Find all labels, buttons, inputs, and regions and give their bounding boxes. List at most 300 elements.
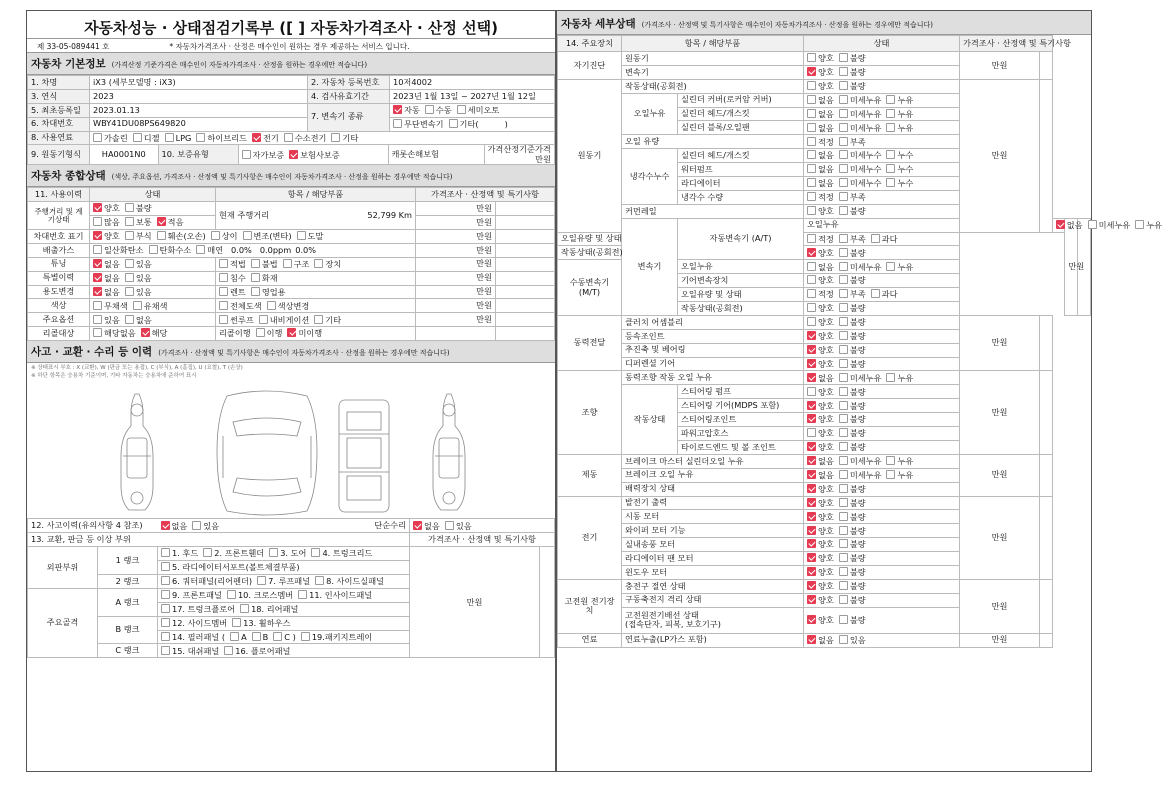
checkbox[interactable] — [273, 632, 282, 641]
status-label: 양호 — [818, 594, 834, 605]
status-label: 적정 — [818, 192, 834, 203]
checkbox[interactable] — [871, 234, 880, 243]
checkbox[interactable] — [839, 567, 848, 576]
checkbox[interactable] — [839, 192, 848, 201]
checkbox[interactable] — [219, 259, 228, 268]
status-cell — [804, 302, 960, 316]
status-label: 양호 — [818, 553, 834, 564]
status-cell — [804, 385, 960, 399]
checkbox-checked[interactable] — [393, 105, 402, 114]
status-label: 불량 — [849, 275, 866, 286]
detail-item: 실린더 커버(로커암 커버) — [678, 93, 804, 107]
checkbox[interactable] — [93, 301, 102, 310]
device-group-label: 조향 — [558, 371, 622, 454]
checkbox[interactable] — [298, 590, 307, 599]
checkbox[interactable] — [807, 164, 816, 173]
status-label: 양호 — [818, 53, 834, 64]
checkbox[interactable] — [839, 526, 848, 535]
checkbox[interactable] — [886, 150, 895, 159]
checkbox[interactable] — [839, 498, 848, 507]
status-cell — [804, 107, 960, 121]
checkbox[interactable] — [161, 618, 170, 627]
checkbox[interactable] — [839, 81, 848, 90]
status-label: 미세누유 — [849, 456, 882, 467]
status-cell — [804, 633, 960, 647]
checkbox-checked[interactable] — [807, 442, 816, 451]
status-label: 불량 — [849, 525, 866, 536]
checkbox[interactable] — [839, 289, 848, 298]
status-label: 양호 — [818, 386, 834, 397]
detail-row — [558, 371, 1091, 385]
checkbox[interactable] — [227, 590, 236, 599]
detail-item: 등속조인트 — [622, 329, 804, 343]
status-cell — [804, 579, 960, 593]
checkbox[interactable] — [839, 414, 848, 423]
status-cell — [804, 163, 960, 177]
checkbox-checked[interactable] — [807, 373, 816, 382]
remarks-cell — [1040, 496, 1053, 579]
device-group-label: 동력전달 — [558, 315, 622, 371]
checkbox[interactable] — [886, 456, 895, 465]
status-label: 양호 — [818, 317, 834, 328]
detail-item: 스티어링 펌프 — [678, 385, 804, 399]
price-cell: 만원 — [960, 496, 1040, 579]
price-cell: 만원 — [960, 371, 1040, 454]
checkbox-checked[interactable] — [807, 470, 816, 479]
checkbox-checked[interactable] — [807, 615, 816, 624]
checkbox[interactable] — [251, 273, 260, 282]
checkbox[interactable] — [240, 604, 249, 613]
checkbox[interactable] — [839, 123, 848, 132]
checkbox-checked[interactable] — [289, 150, 298, 159]
checkbox[interactable] — [807, 262, 816, 271]
checkbox[interactable] — [871, 289, 880, 298]
status-label: 과다 — [881, 233, 898, 244]
checkbox[interactable] — [839, 401, 848, 410]
checkbox[interactable] — [886, 178, 895, 187]
checkbox[interactable] — [807, 123, 816, 132]
checkbox-checked[interactable] — [93, 231, 102, 240]
status-cell — [804, 52, 960, 66]
checkbox[interactable] — [125, 217, 134, 226]
checkbox[interactable] — [807, 137, 816, 146]
checkbox[interactable] — [839, 539, 848, 548]
status-label: 불량 — [849, 567, 866, 578]
status-label: 양호 — [818, 497, 834, 508]
checkbox[interactable] — [839, 442, 848, 451]
outer-panel-label: 외판부위 — [28, 547, 98, 589]
price-cell: 만원 — [960, 454, 1040, 496]
checkbox[interactable] — [839, 428, 848, 437]
checkbox[interactable] — [425, 105, 434, 114]
checkbox[interactable] — [839, 359, 848, 368]
checkbox-checked[interactable] — [157, 217, 166, 226]
checkbox-checked[interactable] — [252, 133, 261, 142]
checkbox-checked[interactable] — [93, 287, 102, 296]
status-cell — [804, 357, 960, 371]
checkbox[interactable] — [886, 109, 895, 118]
status-cell — [804, 468, 960, 482]
checkbox[interactable] — [886, 123, 895, 132]
status-cell — [804, 538, 960, 552]
checkbox[interactable] — [161, 590, 170, 599]
checkbox[interactable] — [161, 632, 170, 641]
checkbox[interactable] — [807, 150, 816, 159]
detail-table: 14. 주요장치 항목 / 해당부품 상태 가격조사 · 산정액 및 특기사항 자기진단 원동기 양호 불량 만원 변속기 양호 불량 원동기 작동상태(공회전) 양호 불량 만원 오일누유 실린더 커버(로커암 커버) 없음 미세누유 누유 실린더 헤드/개스킷 없음 미세누유 누유 실린더 블록/오일팬 없음 미세누유 누유 오일 유량 적정 부족 냉각수누수 실린더 헤드/개스킷 없음 미세누수 누수 워터펌프 없음 미세누수 누수 라디에이터 없음 미세누수 누수 냉각수 수량 적정 부족 커먼레일 양호 불량 변속기 자동변속기 (A/T) 오일누유 없음 미세누유 누유 만원 오일유량 및 상태 적정 부족 과다 작동상태(공회전) 양호 불량 수동변속기 (M/T) 오일누유 없음 미세누유 누유 기어변속장치 양호 불량 오일유량 및 상태 적정 부족 과다 작동상태(공회전) 양호 불량 동력전달 클러치 어셈블리 양호 불량 만원 등속조인트 양호 불량 추진축 및 베어링 양호 불량 디퍼렌셜 기어 양호 불량 조향 동력조향 작동 오일 누유 없음 미세누유 누유 만원 작동상태 스티어링 펌프 양호 불량 스티어링 기어(MDPS 포함) 양호 불량 스티어링조인트 양호 불량 파워고압호스 양호 불량 타이로드엔드 및 볼 조인트 양호 불량 제동 브레이크 마스터 실린더오일 누유 없음 미세누유 누유 만원 브레이크 오일 누유 없음 미세누유 누유 배력장치 상태 양호 불량 전기 발전기 출력 양호 불량 만원 시동 모터 양호 불량 와이퍼 모터 기능 양호 불량 실내송풍 모터 양호 불량 라디에이터 팬 모터 양호 불량 윈도우 모터 양호 불량 고전원 전기장치 충전구 절연 상태 양호 불량 만원 구동축전지 격리 상태 양호 불량 고전원전기배선 상태 (접속단자, 피복, 보호기구) 양호 불량 연료 연료누출(LP가스 포함) 없음 있음 만원 — [557, 35, 1091, 648]
status-label: 불량 — [849, 344, 866, 355]
detail-item: 충전구 절연 상태 — [622, 579, 804, 593]
status-cell — [804, 440, 960, 454]
checkbox[interactable] — [839, 150, 848, 159]
car-name-label: 1. 차명 — [28, 76, 90, 90]
status-label: 불량 — [849, 331, 866, 342]
checkbox-checked[interactable] — [807, 581, 816, 590]
checkbox[interactable] — [219, 287, 228, 296]
device-group-label: 연료 — [558, 633, 622, 647]
car-diagram-svg — [27, 382, 555, 518]
plate-label: 2. 자동차 등록번호 — [308, 76, 390, 90]
detail-item: 오일 유량 — [622, 135, 804, 149]
checkbox[interactable] — [839, 470, 848, 479]
checkbox-checked[interactable] — [807, 484, 816, 493]
checkbox[interactable] — [257, 576, 266, 585]
status-cell — [804, 524, 960, 538]
status-label: 미세누유 — [849, 469, 882, 480]
checkbox[interactable] — [211, 231, 220, 240]
status-label: 없음 — [818, 150, 834, 161]
checkbox[interactable] — [1135, 220, 1144, 229]
checkbox[interactable] — [157, 231, 166, 240]
checkbox[interactable] — [839, 178, 848, 187]
status-cell — [804, 177, 960, 191]
checkbox[interactable] — [93, 315, 102, 324]
checkbox[interactable] — [284, 133, 293, 142]
detail-item: 작동상태(공회전) — [678, 302, 804, 316]
checkbox[interactable] — [256, 328, 265, 337]
detail-item: 스티어링조인트 — [678, 413, 804, 427]
status-label: 없음 — [818, 164, 834, 175]
fuel-opts: 가솔린 디젤 LPG 하이브리드 전기 수소전기 기타 — [90, 131, 555, 145]
status-label: 양호 — [818, 614, 834, 625]
checkbox-checked[interactable] — [807, 414, 816, 423]
checkbox-checked[interactable] — [807, 331, 816, 340]
checkbox[interactable] — [1088, 220, 1097, 229]
status-cell — [804, 149, 960, 163]
status-cell — [804, 454, 960, 468]
checkbox-checked[interactable] — [807, 248, 816, 257]
status-label: 누수 — [897, 150, 914, 161]
checkbox[interactable] — [807, 206, 816, 215]
checkbox[interactable] — [839, 317, 848, 326]
status-label: 불량 — [849, 483, 866, 494]
car-top-view-icon — [217, 391, 317, 515]
detail-item-line: (접속단자, 피복, 보호기구) — [625, 619, 721, 630]
checkbox[interactable] — [886, 373, 895, 382]
checkbox-checked[interactable] — [1056, 220, 1065, 229]
checkbox[interactable] — [807, 387, 816, 396]
status-label: 없음 — [818, 178, 834, 189]
mileage-text: 현재 주행거리 — [219, 209, 270, 220]
checkbox[interactable] — [133, 301, 142, 310]
status-label: 누유 — [897, 122, 914, 133]
detail-item: 실린더 헤드/개스킷 — [678, 107, 804, 121]
detail-item: 기어변속장치 — [678, 274, 804, 288]
remarks-cell — [1040, 371, 1053, 454]
checkbox[interactable] — [445, 521, 454, 530]
checkbox[interactable] — [251, 259, 260, 268]
checkbox[interactable] — [243, 231, 252, 240]
checkbox[interactable] — [839, 303, 848, 312]
checkbox[interactable] — [125, 203, 134, 212]
checkbox[interactable] — [839, 67, 848, 76]
checkbox[interactable] — [839, 331, 848, 340]
checkbox[interactable] — [839, 456, 848, 465]
checkbox[interactable] — [161, 562, 170, 571]
checkbox[interactable] — [807, 289, 816, 298]
status-label: 불량 — [849, 414, 866, 425]
page-title: 자동차성능 · 상태점검기록부 ([ ] 자동차가격조사 · 산정 선택) — [27, 11, 555, 39]
checkbox[interactable] — [125, 273, 134, 282]
status-label: 적정 — [818, 233, 834, 244]
warranty-label: 10. 보증유형 — [158, 145, 238, 164]
status-label: 적정 — [818, 136, 834, 147]
checkbox-checked[interactable] — [807, 539, 816, 548]
checkbox[interactable] — [839, 53, 848, 62]
device-group-label: 자기진단 — [558, 52, 622, 80]
status-label: 없음 — [818, 372, 834, 383]
detail-item: 배력장치 상태 — [622, 482, 804, 496]
checkbox[interactable] — [203, 548, 212, 557]
status-cell — [804, 427, 960, 441]
checkbox[interactable] — [807, 234, 816, 243]
checkbox[interactable] — [283, 259, 292, 268]
status-label: 없음 — [818, 634, 834, 645]
status-cell — [804, 593, 960, 607]
checkbox[interactable] — [232, 618, 241, 627]
remarks-cell — [1040, 579, 1053, 633]
checkbox[interactable] — [161, 576, 170, 585]
checkbox[interactable] — [839, 262, 848, 271]
checkbox[interactable] — [133, 133, 142, 142]
checkbox[interactable] — [93, 328, 102, 337]
checkbox[interactable] — [219, 301, 228, 310]
checkbox[interactable] — [886, 95, 895, 104]
detail-row — [558, 579, 1091, 593]
checkbox[interactable] — [314, 259, 323, 268]
checkbox[interactable] — [269, 548, 278, 557]
status-label: 불량 — [849, 594, 866, 605]
checkbox[interactable] — [839, 206, 848, 215]
checkbox[interactable] — [314, 315, 323, 324]
checkbox[interactable] — [839, 595, 848, 604]
checkbox-checked[interactable] — [413, 521, 422, 530]
checkbox[interactable] — [196, 245, 205, 254]
checkbox[interactable] — [393, 119, 402, 128]
detail-item: 워터펌프 — [678, 163, 804, 177]
checkbox[interactable] — [839, 137, 848, 146]
checkbox[interactable] — [839, 109, 848, 118]
checkbox[interactable] — [125, 259, 134, 268]
checkbox-checked[interactable] — [93, 273, 102, 282]
checkbox-checked[interactable] — [807, 512, 816, 521]
year-label: 3. 연식 — [28, 89, 90, 103]
doc-note: * 자동차가격조사 · 산정은 매수인이 원하는 경우 제공하는 서비스 입니다. — [169, 42, 410, 51]
checkbox-checked[interactable] — [807, 553, 816, 562]
checkbox[interactable] — [457, 105, 466, 114]
checkbox[interactable] — [807, 95, 816, 104]
checkbox[interactable] — [161, 604, 170, 613]
status-label: 양호 — [818, 442, 834, 453]
checkbox-checked[interactable] — [93, 203, 102, 212]
checkbox[interactable] — [807, 317, 816, 326]
checkbox[interactable] — [839, 484, 848, 493]
checkbox[interactable] — [839, 275, 848, 284]
status-label: 불량 — [849, 400, 866, 411]
checkbox-checked[interactable] — [141, 328, 150, 337]
trans-opts-1: 자동 수동 세미오토 — [390, 103, 555, 117]
checkbox[interactable] — [839, 248, 848, 257]
checkbox-checked[interactable] — [807, 359, 816, 368]
checkbox[interactable] — [161, 646, 170, 655]
checkbox[interactable] — [125, 315, 134, 324]
checkbox-checked[interactable] — [161, 521, 170, 530]
checkbox[interactable] — [252, 632, 261, 641]
reg-label: 5. 최초등록일 — [28, 103, 90, 117]
checkbox[interactable] — [165, 133, 174, 142]
checkbox[interactable] — [839, 581, 848, 590]
status-cell — [804, 552, 960, 566]
checkbox[interactable] — [196, 133, 205, 142]
status-label: 양호 — [818, 581, 834, 592]
checkbox-checked[interactable] — [93, 259, 102, 268]
checkbox-checked[interactable] — [807, 498, 816, 507]
checkbox[interactable] — [807, 81, 816, 90]
basic-info-note: (가격산정 기준가격은 매수인이 자동차가격조사 · 산정을 원하는 경우에만 적습니다) — [111, 61, 368, 69]
checkbox[interactable] — [125, 231, 134, 240]
detail-item: 와이퍼 모터 기능 — [622, 524, 804, 538]
checkbox[interactable] — [219, 273, 228, 282]
status-label: 누유 — [897, 456, 914, 467]
remarks-cell — [1040, 315, 1053, 371]
detail-heading: 자동차 세부상태 (가격조사 · 산정액 및 특기사항은 매수인이 자동차가격조사 · 산정을 원하는 경우에만 적습니다) — [557, 11, 1091, 35]
checkbox[interactable] — [839, 553, 848, 562]
checkbox[interactable] — [807, 303, 816, 312]
sub-group-label: 오일누유 — [622, 93, 678, 135]
checkbox[interactable] — [839, 234, 848, 243]
status-label: 미세누수 — [849, 150, 882, 161]
remarks-cell — [1040, 633, 1053, 647]
checkbox[interactable] — [886, 262, 895, 271]
detail-item: 작동상태(공회전) — [622, 79, 804, 93]
checkbox[interactable] — [161, 548, 170, 557]
detail-item: 브레이크 오일 누유 — [622, 468, 804, 482]
status-cell — [804, 246, 960, 260]
checkbox-checked[interactable] — [807, 345, 816, 354]
plate-mark-label: 차대번호 표기 — [28, 229, 90, 243]
checkbox[interactable] — [807, 275, 816, 284]
checkbox[interactable] — [807, 178, 816, 187]
checkbox-checked[interactable] — [807, 595, 816, 604]
remarks-cell — [1040, 52, 1053, 80]
checkbox[interactable] — [807, 428, 816, 437]
checkbox[interactable] — [311, 548, 320, 557]
checkbox[interactable] — [449, 119, 458, 128]
checkbox[interactable] — [93, 217, 102, 226]
device-group-label: 고전원 전기장치 — [558, 579, 622, 633]
checkbox[interactable] — [839, 615, 848, 624]
checkbox[interactable] — [839, 95, 848, 104]
checkbox[interactable] — [267, 301, 276, 310]
checkbox-checked[interactable] — [287, 328, 296, 337]
detail-item: 발전기 출력 — [622, 496, 804, 510]
fuel-label: 8. 사용연료 — [28, 131, 90, 145]
checkbox-checked[interactable] — [807, 635, 816, 644]
checkbox-checked[interactable] — [807, 526, 816, 535]
trans-label: 7. 변속기 종류 — [308, 103, 390, 131]
checkbox[interactable] — [331, 133, 340, 142]
checkbox[interactable] — [93, 133, 102, 142]
sub-group-label: 자동변속기 (A/T) — [678, 218, 804, 260]
status-label: 양호 — [818, 81, 834, 92]
checkbox[interactable] — [839, 387, 848, 396]
checkbox[interactable] — [315, 576, 324, 585]
checkbox[interactable] — [219, 315, 228, 324]
status-cell — [804, 135, 960, 149]
status-label: 있음 — [849, 634, 866, 645]
sub-group-label: 냉각수누수 — [622, 149, 678, 205]
status-label: 양호 — [818, 275, 834, 286]
plate-number: 10저4002 — [390, 76, 555, 90]
status-label: 불량 — [849, 358, 866, 369]
checkbox[interactable] — [149, 245, 158, 254]
checkbox[interactable] — [839, 164, 848, 173]
checkbox[interactable] — [807, 109, 816, 118]
checkbox[interactable] — [230, 632, 239, 641]
checkbox[interactable] — [259, 315, 268, 324]
checkbox[interactable] — [224, 646, 233, 655]
checkbox[interactable] — [242, 150, 251, 159]
status-label: 불량 — [849, 442, 866, 453]
status-cell — [804, 343, 960, 357]
status-cell — [804, 565, 960, 579]
checkbox-checked[interactable] — [807, 401, 816, 410]
status-cell — [804, 496, 960, 510]
checkbox[interactable] — [297, 231, 306, 240]
checkbox-checked[interactable] — [807, 67, 816, 76]
checkbox[interactable] — [251, 287, 260, 296]
status-label: 누유 — [897, 469, 914, 480]
checkbox[interactable] — [886, 164, 895, 173]
checkbox[interactable] — [192, 521, 201, 530]
checkbox[interactable] — [886, 470, 895, 479]
checkbox[interactable] — [807, 53, 816, 62]
checkbox[interactable] — [839, 373, 848, 382]
checkbox[interactable] — [839, 345, 848, 354]
checkbox[interactable] — [93, 245, 102, 254]
left-panel — [26, 10, 556, 772]
checkbox[interactable] — [839, 512, 848, 521]
vin: WBY41DU08PS649820 — [90, 117, 308, 131]
checkbox[interactable] — [807, 192, 816, 201]
checkbox[interactable] — [301, 632, 310, 641]
checkbox-checked[interactable] — [807, 567, 816, 576]
status-label: 양호 — [818, 428, 834, 439]
status-label: 미세누유 — [849, 122, 882, 133]
checkbox-checked[interactable] — [807, 456, 816, 465]
checkbox[interactable] — [125, 287, 134, 296]
checkbox[interactable] — [839, 635, 848, 644]
accident-legend: ※ 상태표시 부호 : X (교환), W (판금 또는 용접), C (부식), A (흠집), U (요철), T (손상) ※ 하단 항목은 승용차 기준이며, 기타 자동차는 승용차에 준하여 표시 — [31, 365, 243, 379]
